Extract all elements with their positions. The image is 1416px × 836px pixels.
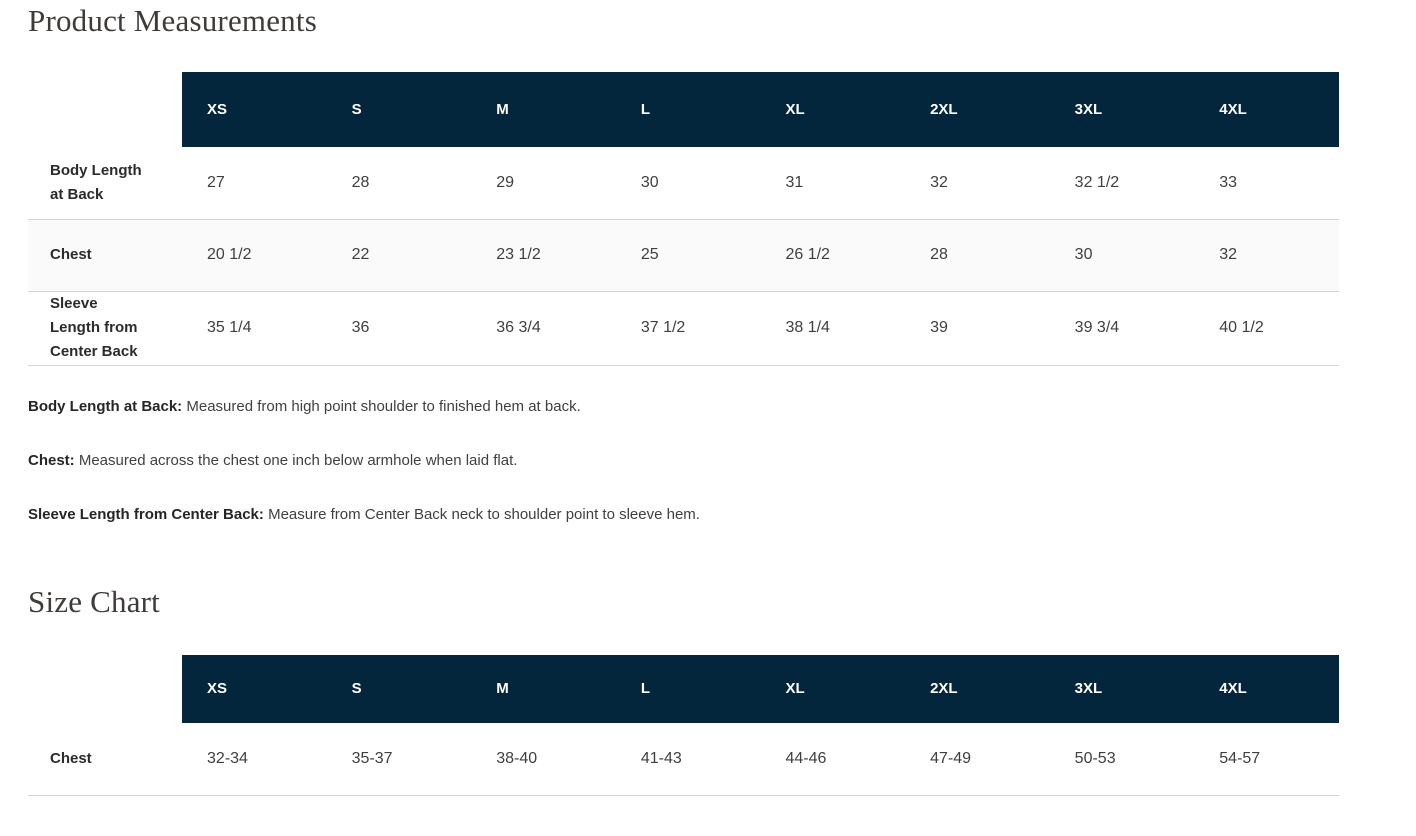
product-measurements-table: [28, 72, 1339, 366]
corner-cell: [28, 72, 182, 147]
size-column-header-2xl: 2XL: [905, 72, 1050, 147]
note-chest: [28, 449, 1339, 473]
measurement-value: 26 1/2: [760, 219, 905, 291]
size-column-header-m: M: [471, 655, 616, 723]
note-sleeve-length: [28, 503, 1339, 527]
size-range-value: 35-37: [327, 723, 472, 796]
measurement-value: 36: [327, 291, 472, 365]
row-label: Body Length at Back: [28, 147, 182, 219]
size-chart-title: Size Chart: [28, 583, 160, 619]
measurements-table-header: [28, 72, 1339, 147]
measurement-value: 20 1/2: [182, 219, 327, 291]
size-column-header-xs: XS: [182, 72, 327, 147]
product-measurements-title: Product Measurements: [28, 3, 317, 38]
size-column-header-s: S: [327, 655, 472, 723]
measurement-value: 31: [760, 147, 905, 219]
size-range-value: 44-46: [760, 723, 905, 796]
measurement-value: 35 1/4: [182, 291, 327, 365]
size-column-header-xl: XL: [760, 655, 905, 723]
size-column-header-3xl: 3XL: [1050, 72, 1195, 147]
measurement-value: 40 1/2: [1194, 291, 1339, 365]
row-label: Sleeve Length from Center Back: [28, 291, 182, 365]
size-column-header-3xl: 3XL: [1050, 655, 1195, 723]
size-header-row: [28, 72, 1339, 147]
size-column-header-4xl: 4XL: [1194, 655, 1339, 723]
size-column-header-l: L: [616, 72, 761, 147]
measurement-value: 23 1/2: [471, 219, 616, 291]
size-chart-table-header: [28, 655, 1339, 723]
measurement-value: 27: [182, 147, 327, 219]
size-header-row: [28, 655, 1339, 723]
row-label: Chest: [28, 723, 182, 796]
table-row-chest-range: [28, 723, 1339, 796]
size-range-value: 50-53: [1050, 723, 1195, 796]
size-column-header-xs: XS: [182, 655, 327, 723]
note-definition: Measured across the chest one inch below armhole when laid flat.: [74, 451, 518, 469]
note-definition: Measure from Center Back neck to shoulder point to sleeve hem.: [263, 505, 700, 523]
note-body-length: [28, 395, 1339, 419]
measurement-value: 28: [327, 147, 472, 219]
size-range-value: 47-49: [905, 723, 1050, 796]
note-definition: Measured from high point shoulder to finished hem at back.: [182, 397, 581, 415]
size-column-header-l: L: [616, 655, 761, 723]
measurement-value: 29: [471, 147, 616, 219]
corner-cell: [28, 655, 182, 723]
measurement-value: 25: [616, 219, 761, 291]
size-chart-table: [28, 655, 1339, 797]
measurement-value: 22: [327, 219, 472, 291]
size-column-header-2xl: 2XL: [905, 655, 1050, 723]
size-column-header-s: S: [327, 72, 472, 147]
note-term: Sleeve Length from Center Back:: [28, 505, 264, 523]
measurement-value: 39: [905, 291, 1050, 365]
row-label: Chest: [28, 219, 182, 291]
table-row-body-length: [28, 147, 1339, 219]
table-row-sleeve-length: [28, 291, 1339, 365]
measurement-value: 30: [616, 147, 761, 219]
measurement-value: 28: [905, 219, 1050, 291]
measurement-value: 37 1/2: [616, 291, 761, 365]
size-column-header-m: M: [471, 72, 616, 147]
measurement-value: 32: [1194, 219, 1339, 291]
measurement-definitions: [28, 395, 1339, 527]
measurement-value: 38 1/4: [760, 291, 905, 365]
size-range-value: 32-34: [182, 723, 327, 796]
note-term: Chest:: [28, 451, 75, 469]
measurement-value: 30: [1050, 219, 1195, 291]
size-range-value: 41-43: [616, 723, 761, 796]
measurement-value: 36 3/4: [471, 291, 616, 365]
size-column-header-xl: XL: [760, 72, 905, 147]
size-range-value: 38-40: [471, 723, 616, 796]
size-range-value: 54-57: [1194, 723, 1339, 796]
measurement-value: 33: [1194, 147, 1339, 219]
measurement-value: 32 1/2: [1050, 147, 1195, 219]
note-term: Body Length at Back:: [28, 397, 183, 415]
measurement-value: 39 3/4: [1050, 291, 1195, 365]
table-row-chest: [28, 219, 1339, 291]
measurement-value: 32: [905, 147, 1050, 219]
size-column-header-4xl: 4XL: [1194, 72, 1339, 147]
